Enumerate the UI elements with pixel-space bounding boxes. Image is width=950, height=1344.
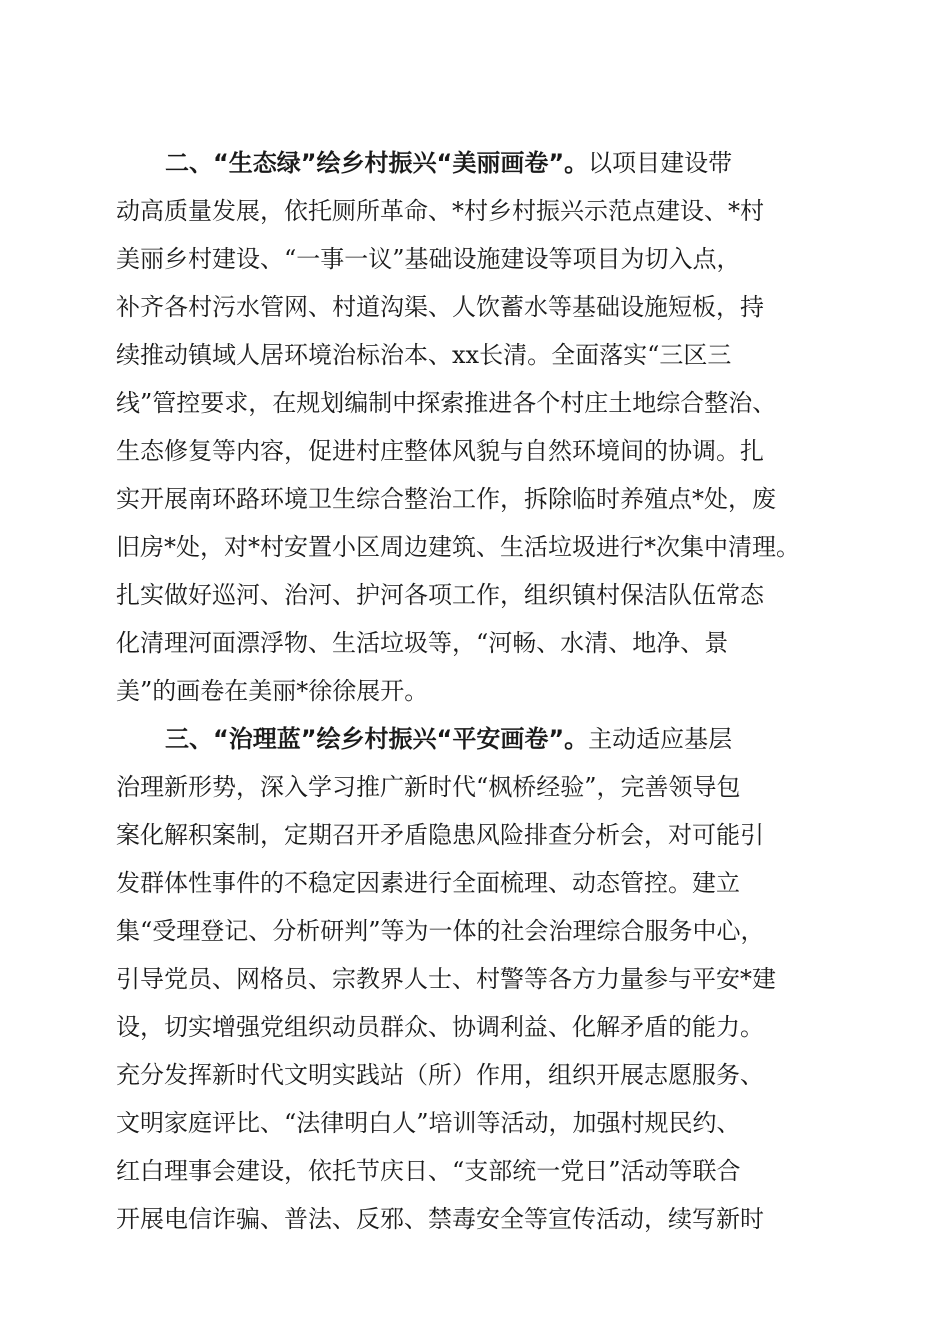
paragraph-2-line-11: 化清理河面漂浮物、生活垃圾等，“河畅、水清、地净、景 xyxy=(116,629,729,657)
paragraph-2-line-4: 补齐各村污水管网、村道沟渠、人饮蓄水等基础设施短板，持 xyxy=(116,293,764,321)
paragraph-3-line-2: 治理新形势，深入学习推广新时代“枫桥经验”，完善领导包 xyxy=(116,773,741,801)
paragraph-3-line-1 xyxy=(165,719,732,759)
paragraph-3-line-7: 设，切实增强党组织动员群众、协调利益、化解矛盾的能力。 xyxy=(116,1013,764,1041)
paragraph-3-text: 主动适应基层 xyxy=(588,725,733,753)
paragraph-2-line-8: 实开展南环路环境卫生综合整治工作，拆除临时养殖点*处，废 xyxy=(116,485,776,513)
paragraph-2-line-12: 美”的画卷在美丽*徐徐展开。 xyxy=(116,677,429,705)
paragraph-3-heading: 三、“治理蓝”绘乡村振兴“平安画卷”。 xyxy=(165,725,589,753)
paragraph-2-heading: 二、“生态绿”绘乡村振兴“美丽画卷”。 xyxy=(165,149,589,177)
paragraph-3-line-10: 红白理事会建设，依托节庆日、“支部统一党日”活动等联合 xyxy=(116,1157,741,1185)
paragraph-3-line-9: 文明家庭评比、“法律明白人”培训等活动，加强村规民约、 xyxy=(116,1109,741,1137)
paragraph-2-line-2: 动高质量发展，依托厕所革命、*村乡村振兴示范点建设、*村 xyxy=(116,197,764,225)
paragraph-2-line-7: 生态修复等内容，促进村庄整体风貌与自然环境间的协调。扎 xyxy=(116,437,764,465)
paragraph-3-line-8: 充分发挥新时代文明实践站（所）作用，组织开展志愿服务、 xyxy=(116,1061,764,1089)
paragraph-2-line-10: 扎实做好巡河、治河、护河各项工作，组织镇村保洁队伍常态 xyxy=(116,581,764,609)
paragraph-2-text: 以项目建设带 xyxy=(588,149,733,177)
paragraph-2-line-9: 旧房*处，对*村安置小区周边建筑、生活垃圾进行*次集中清理。 xyxy=(116,533,800,561)
paragraph-3-line-3: 案化解积案制，定期召开矛盾隐患风险排查分析会，对可能引 xyxy=(116,821,764,849)
paragraph-3-line-6: 引导党员、网格员、宗教界人士、村警等各方力量参与平安*建 xyxy=(116,965,776,993)
paragraph-3-line-5: 集“受理登记、分析研判”等为一体的社会治理综合服务中心， xyxy=(116,917,765,945)
paragraph-2-line-5: 续推动镇域人居环境治标治本、xx长清。全面落实“三区三 xyxy=(116,341,732,369)
paragraph-2-line-6: 线”管控要求，在规划编制中探索推进各个村庄土地综合整治、 xyxy=(116,389,777,417)
paragraph-2-line-3: 美丽乡村建设、“一事一议”基础设施建设等项目为切入点， xyxy=(116,245,741,273)
paragraph-3-line-11: 开展电信诈骗、普法、反邪、禁毒安全等宣传活动，续写新时 xyxy=(116,1205,764,1233)
paragraph-3-line-4: 发群体性事件的不稳定因素进行全面梳理、动态管控。建立 xyxy=(116,869,740,897)
paragraph-2-line-1 xyxy=(165,143,732,183)
